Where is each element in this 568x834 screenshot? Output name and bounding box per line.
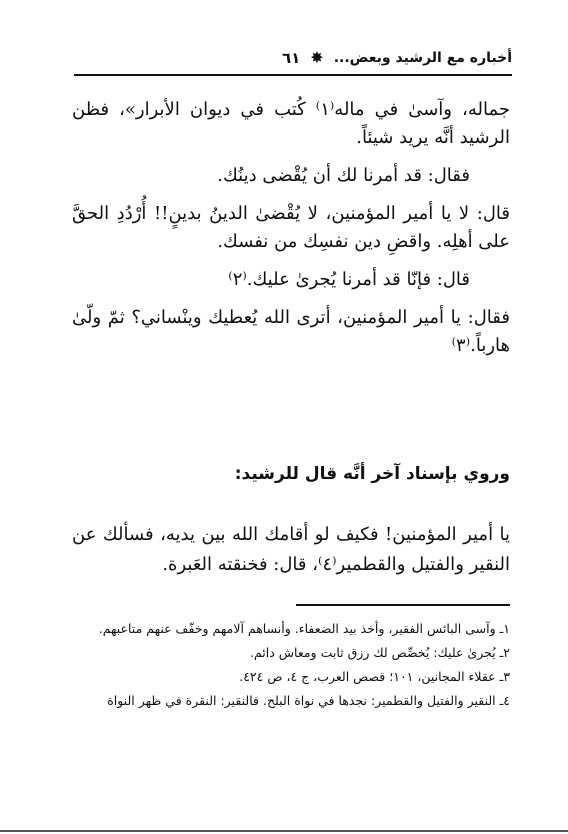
page-header (74, 44, 512, 72)
star-ornament-icon: ✸ (310, 48, 324, 67)
footnotes (72, 618, 510, 714)
footnote: ٤ـ النقير والفتيل والقطمير: نجدها في نواة البلح. فالنقير: النقرة في ظهر النواة (107, 693, 510, 708)
footnote: ٣ـ عقلاء المجانين، ١٠١؛ قصص العرب، ج ٤، ص ٤٢٤. (239, 669, 510, 684)
section-heading: وروي بإسناد آخر أنَّه قال للرشيد: (234, 464, 510, 484)
page-number: ٦١ (281, 49, 301, 67)
paragraph: فقال: يا أمير المؤمنين، أترى الله يُعطيك وينْساني؟ ثمّ ولّىٰ هارباً.⁽٣⁾ (72, 307, 510, 356)
running-title: أخباره مع الرشيد وبعض... (333, 50, 512, 66)
paragraph: قال: لا يا أمير المؤمنين، لا يُقْضىٰ الدينُ بدينٍ!! أُرْدُدِ الحقَّ على أهلِه. واقضِ دين نفسِك من نفسك. (72, 203, 510, 252)
page-edge (0, 830, 568, 832)
main-text (72, 96, 510, 370)
footnote: ١ـ وآسى البائس الفقير، وأخذ بيد الضعفاء. وأنساهم آلامهم وخفّف عنهم متاعبهم. (98, 621, 510, 636)
section-text (72, 520, 510, 580)
paragraph: جماله، وآسىٰ في ماله⁽١⁾ كُتب في ديوان الأبرار»، فظن الرشيد أنَّه يريد شيئاً. (72, 99, 510, 148)
paragraph: قال: فإنّا قد أمرنا يُجرىٰ عليك.⁽٢⁾ (228, 269, 470, 290)
footnote: ٢ـ يُجرىٰ عليك: يُخصِّص لك رزق ثابت ومعاش دائم. (249, 645, 510, 660)
header-rule (74, 74, 512, 76)
footnote-rule (296, 604, 510, 606)
paragraph: يا أمير المؤمنين! فكيف لو أقامك الله بين يديه، فسألك عن النقير والفتيل والقطمير⁽٤⁾، قال: فخنقته العَبرة. (72, 524, 510, 575)
paragraph: فقال: قد أمرنا لك أن يُقْضى دينُك. (217, 165, 470, 186)
